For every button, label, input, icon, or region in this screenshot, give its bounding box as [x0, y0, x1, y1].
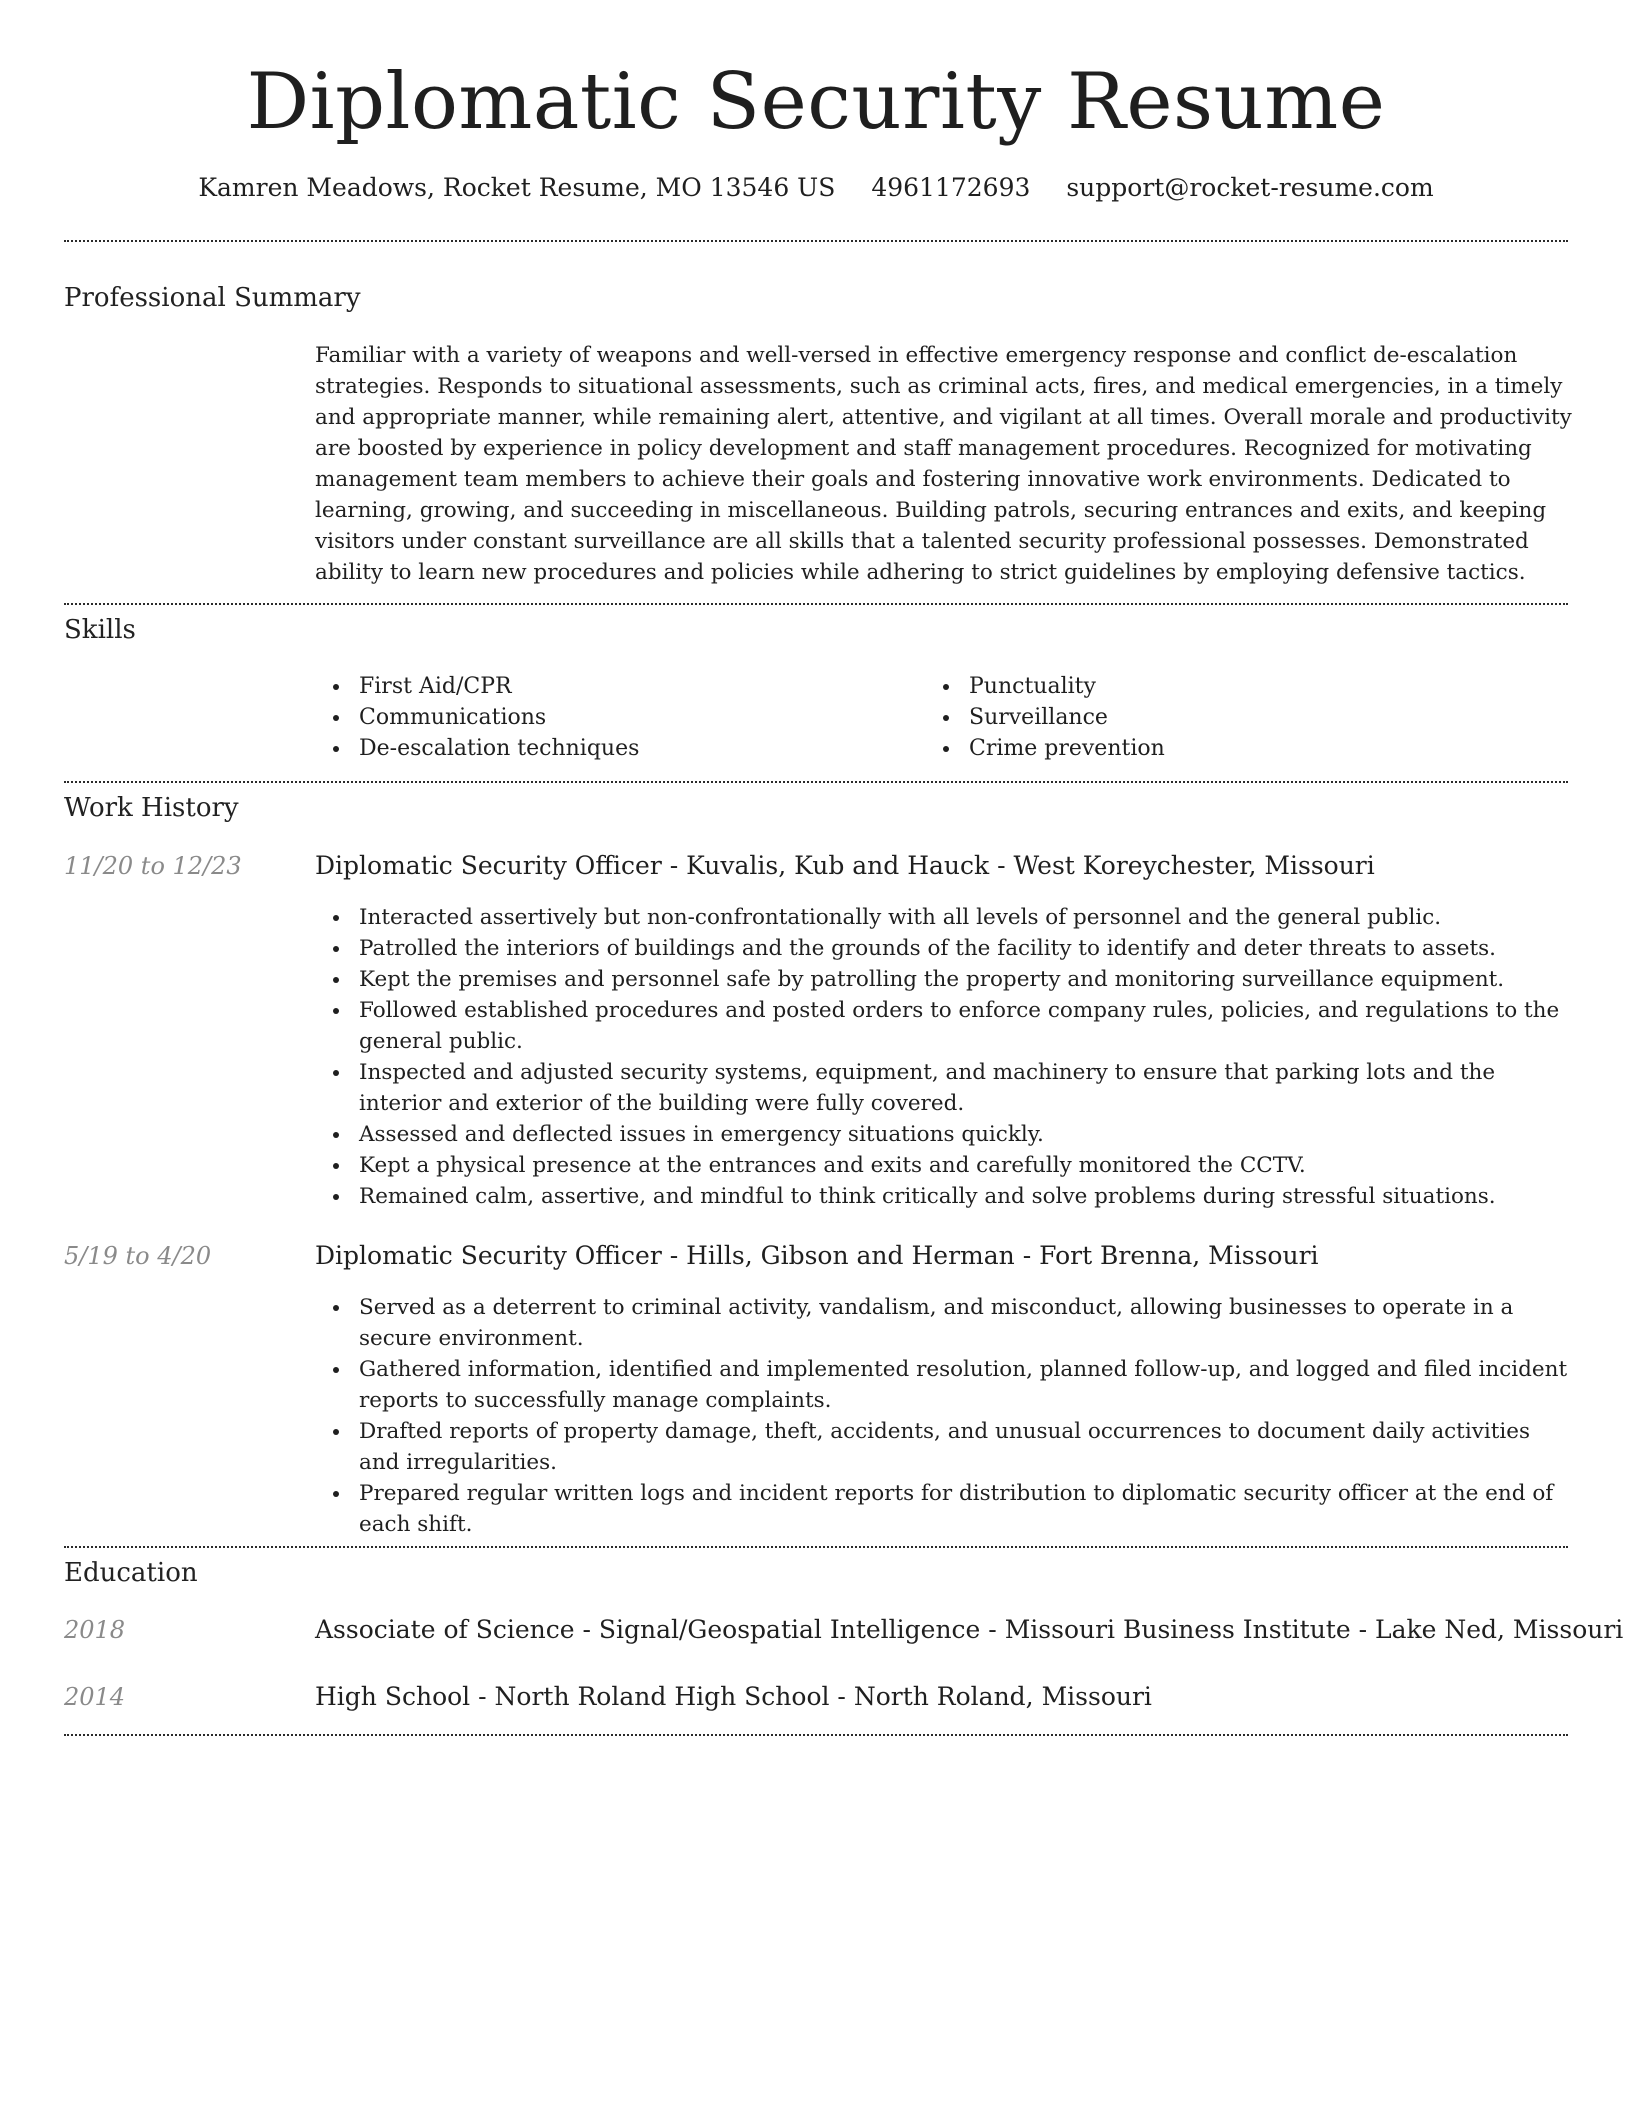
section-heading-summary: Professional Summary [64, 283, 361, 313]
job-bullet: Followed established procedures and posted orders to enforce company rules, policies, and regulations to the general public. [359, 995, 1569, 1057]
job-bullet: Inspected and adjusted security systems, equipment, and machinery to ensure that parking lots and the interior and exterior of the building were fully covered. [359, 1057, 1569, 1119]
skill-item: Communications [359, 702, 639, 733]
skill-item: Punctuality [969, 671, 1165, 702]
skill-item: Surveillance [969, 702, 1165, 733]
education-entry: High School - North Roland High School - North Roland, Missouri [315, 1682, 1152, 1711]
summary-text: Familiar with a variety of weapons and well-versed in effective emergency response and conflict de-escalation strategies. Responds to situational assessments, such as criminal acts, fires, and medical emergencies, in a timely and appropriate manner, while remaining alert, attentive, and vigilant at all times. Overall morale and productivity are boosted by experience in policy development and staff management procedures. Recognized for motivating management team members to achieve their goals and fostering innovative work environments. Dedicated to learning, growing, and succeeding in miscellaneous. Building patrols, securing entrances and exits, and keeping visitors under constant surveillance are all skills that a talented security professional possesses. Demonstrated ability to learn new procedures and policies while adhering to strict guidelines by employing defensive tactics. [315, 343, 1572, 585]
skills-list-left [359, 671, 639, 764]
contact-phone: 4961172693 [871, 173, 1031, 202]
job-bullets [359, 1292, 1569, 1540]
contact-line [0, 170, 1632, 206]
skill-item: First Aid/CPR [359, 671, 639, 702]
education-year: 2014 [64, 1683, 126, 1711]
education-entry: Associate of Science - Signal/Geospatial Intelligence - Missouri Business Institute - Lake Ned, Missouri [315, 1615, 1624, 1644]
divider [64, 1734, 1568, 1736]
divider [64, 781, 1568, 783]
job-bullet: Kept a physical presence at the entrances and exits and carefully monitored the CCTV. [359, 1150, 1569, 1181]
job-bullet: Patrolled the interiors of buildings and the grounds of the facility to identify and deter threats to assets. [359, 933, 1569, 964]
job-bullet: Assessed and deflected issues in emergency situations quickly. [359, 1119, 1569, 1150]
skills-list-right [969, 671, 1165, 764]
section-heading-skills: Skills [64, 615, 136, 645]
job-dates: 11/20 to 12/23 [64, 852, 242, 880]
job-title: Diplomatic Security Officer - Kuvalis, Kub and Hauck - West Koreychester, Missouri [315, 851, 1375, 880]
divider [64, 240, 1568, 242]
education-year: 2018 [64, 1616, 126, 1644]
skill-item: De-escalation techniques [359, 733, 639, 764]
job-bullet: Drafted reports of property damage, theft, accidents, and unusual occurrences to document daily activities and irregularities. [359, 1416, 1569, 1478]
job-bullet: Served as a deterrent to criminal activity, vandalism, and misconduct, allowing businesses to operate in a secure environment. [359, 1292, 1569, 1354]
job-dates: 5/19 to 4/20 [64, 1242, 212, 1270]
skill-item: Crime prevention [969, 733, 1165, 764]
job-title: Diplomatic Security Officer - Hills, Gibson and Herman - Fort Brenna, Missouri [315, 1241, 1319, 1270]
divider [64, 1546, 1568, 1548]
divider [64, 603, 1568, 605]
job-bullet: Gathered information, identified and implemented resolution, planned follow-up, and logged and filed incident reports to successfully manage complaints. [359, 1354, 1569, 1416]
job-bullet: Interacted assertively but non-confrontationally with all levels of personnel and the general public. [359, 902, 1569, 933]
contact-email: support@rocket-resume.com [1066, 173, 1434, 202]
job-bullet: Remained calm, assertive, and mindful to think critically and solve problems during stressful situations. [359, 1181, 1569, 1212]
section-heading-work: Work History [64, 793, 239, 823]
job-bullet: Prepared regular written logs and incident reports for distribution to diplomatic security officer at the end of each shift. [359, 1478, 1569, 1540]
job-bullets [359, 902, 1569, 1212]
contact-address: Kamren Meadows, Rocket Resume, MO 13546 US [198, 173, 836, 202]
page-title: Diplomatic Security Resume [246, 57, 1386, 147]
section-heading-education: Education [64, 1558, 198, 1588]
job-bullet: Kept the premises and personnel safe by patrolling the property and monitoring surveillance equipment. [359, 964, 1569, 995]
